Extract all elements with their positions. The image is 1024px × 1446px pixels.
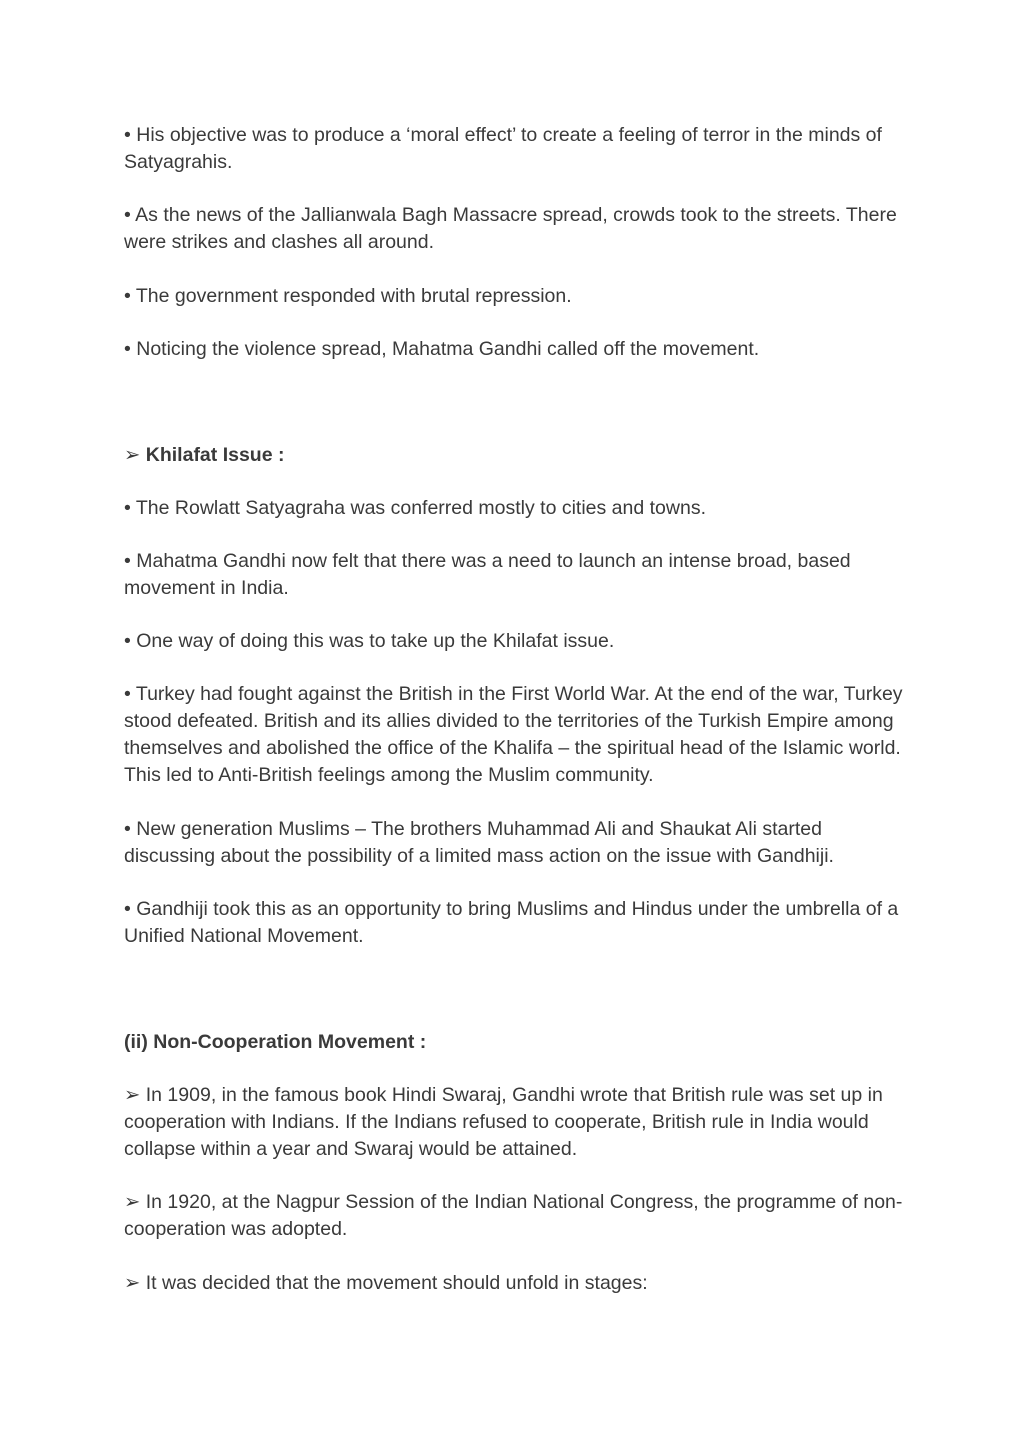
khilafat-heading-line [124,442,914,469]
arrow-bullet: ➢ [124,444,146,466]
bullet-moral-effect: • His objective was to produce a ‘moral effect’ to create a feeling of terror in the minds of Satyagrahis. [124,124,882,173]
bullet-broad-movement: • Mahatma Gandhi now felt that there was a need to launch an intense broad, based movement in India. [124,550,851,599]
bullet-brutal-repression: • The government responded with brutal repression. [124,285,572,307]
bullet-unified-movement: • Gandhiji took this as an opportunity to bring Muslims and Hindus under the umbrella of a Unified National Movement. [124,898,899,947]
bullet-turkey: • Turkey had fought against the British in the First World War. At the end of the war, Turkey stood defeated. British and its allies divided to the territories of the Turkish Empire among themselves and abolished the office of the Khalifa – the spiritual head of the Islamic world. This led to Anti-British feelings among the Muslim community. [124,683,903,786]
point-hindi-swaraj: ➢ In 1909, in the famous book Hindi Swaraj, Gandhi wrote that British rule was set up in cooperation with Indians. If the Indians refused to cooperate, British rule in India would collapse within a year and Swaraj would be attained. [124,1084,883,1160]
bullet-rowlatt-cities: • The Rowlatt Satyagraha was conferred mostly to cities and towns. [124,497,706,519]
point-stages: ➢ It was decided that the movement should unfold in stages: [124,1272,648,1294]
bullet-ali-brothers: • New generation Muslims – The brothers Muhammad Ali and Shaukat Ali started discussing about the possibility of a limited mass action on the issue with Gandhiji. [124,818,834,867]
point-nagpur-session: ➢ In 1920, at the Nagpur Session of the Indian National Congress, the programme of non-cooperation was adopted. [124,1191,903,1240]
bullet-news-spread: • As the news of the Jallianwala Bagh Massacre spread, crowds took to the streets. There were strikes and clashes all around. [124,204,897,253]
khilafat-heading: Khilafat Issue : [145,444,285,466]
noncooperation-heading: (ii) Non-Cooperation Movement : [124,1031,427,1053]
bullet-called-off: • Noticing the violence spread, Mahatma Gandhi called off the movement. [124,338,760,360]
bullet-khilafat-issue: • One way of doing this was to take up the Khilafat issue. [124,630,615,652]
